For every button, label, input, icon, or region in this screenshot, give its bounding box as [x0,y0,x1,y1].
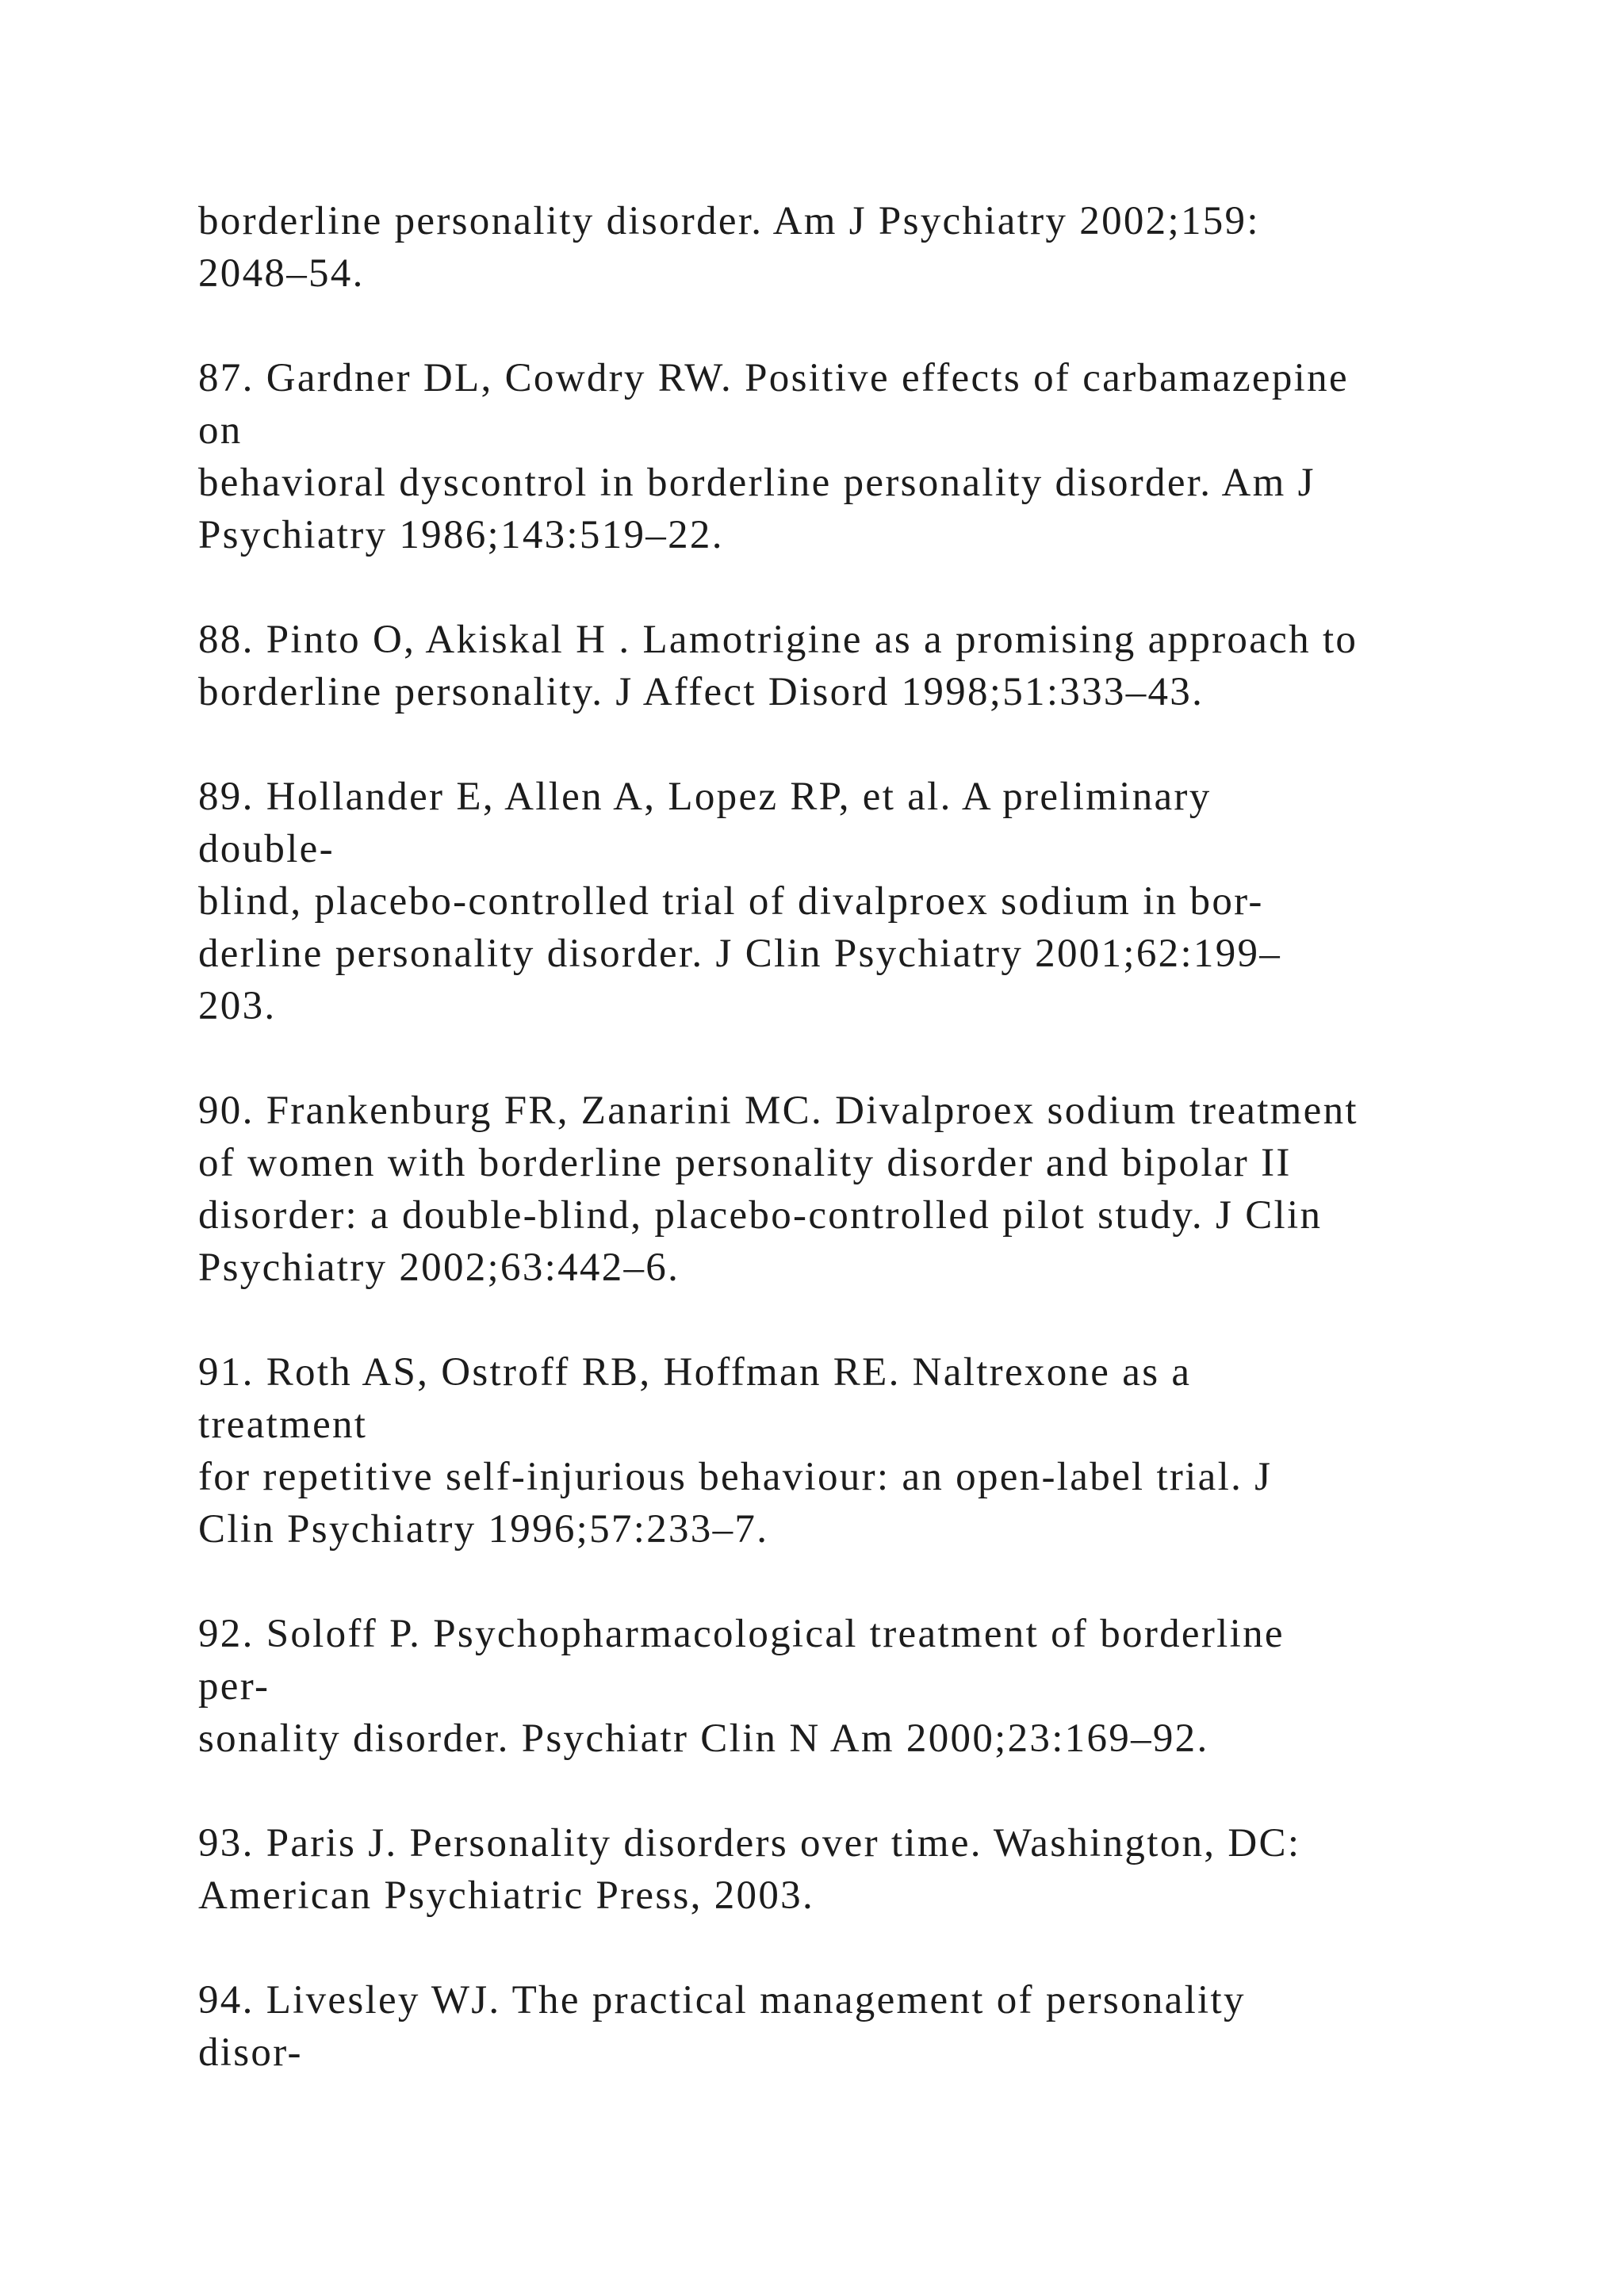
reference-line: 91. Roth AS, Ostroff RB, Hoffman RE. Naltrexone as a [198,1350,1192,1395]
reference-entry-91 [198,1346,1562,1556]
reference-line: 2048–54. [198,251,365,296]
reference-line: derline personality disorder. J Clin Psychiatry 2001;62:199– [198,932,1282,976]
reference-line: Clin Psychiatry 1996;57:233–7. [198,1507,769,1552]
reference-entry-88 [198,614,1562,718]
reference-line: 90. Frankenburg FR, Zanarini MC. Divalproex sodium treatment [198,1089,1358,1133]
reference-entry-92 [198,1608,1562,1765]
reference-line: for repetitive self-injurious behaviour: an open-label trial. J [198,1455,1273,1499]
reference-entry-93 [198,1817,1562,1922]
reference-line: 87. Gardner DL, Cowdry RW. Positive effects of carbamazepine [198,356,1349,400]
reference-line: Psychiatry 1986;143:519–22. [198,513,724,557]
reference-line: borderline personality disorder. Am J Psychiatry 2002;159: [198,199,1260,243]
reference-line: of women with borderline personality disorder and bipolar II [198,1141,1292,1185]
reference-line: disor- [198,2030,303,2075]
reference-line: on [198,408,243,453]
reference-line: double- [198,827,335,871]
reference-line: 93. Paris J. Personality disorders over time. Washington, DC: [198,1821,1301,1866]
reference-line: per- [198,1664,270,1709]
reference-line: borderline personality. J Affect Disord 1998;51:333–43. [198,670,1205,714]
reference-line: 203. [198,984,277,1028]
reference-line: 88. Pinto O, Akiskal H . Lamotrigine as a promising approach to [198,618,1358,662]
reference-line: blind, placebo-controlled trial of divalproex sodium in bor- [198,879,1264,924]
reference-entry-89 [198,771,1562,1032]
reference-entry-87 [198,352,1562,561]
reference-line: disorder: a double-blind, placebo-controlled pilot study. J Clin [198,1193,1323,1238]
reference-line: 89. Hollander E, Allen A, Lopez RP, et al. A preliminary [198,775,1212,819]
reference-list [198,195,1562,2131]
reference-entry-86-continued [198,195,1562,300]
reference-entry-90 [198,1085,1562,1294]
reference-line: sonality disorder. Psychiatr Clin N Am 2000;23:169–92. [198,1716,1209,1761]
reference-line: 92. Soloff P. Psychopharmacological treatment of borderline [198,1612,1285,1656]
reference-entry-94 [198,1974,1562,2079]
reference-line: treatment [198,1402,368,1447]
reference-line: American Psychiatric Press, 2003. [198,1873,815,1918]
reference-line: 94. Livesley WJ. The practical management of personality [198,1978,1246,2022]
reference-line: behavioral dyscontrol in borderline personality disorder. Am J [198,461,1316,505]
reference-line: Psychiatry 2002;63:442–6. [198,1246,680,1290]
